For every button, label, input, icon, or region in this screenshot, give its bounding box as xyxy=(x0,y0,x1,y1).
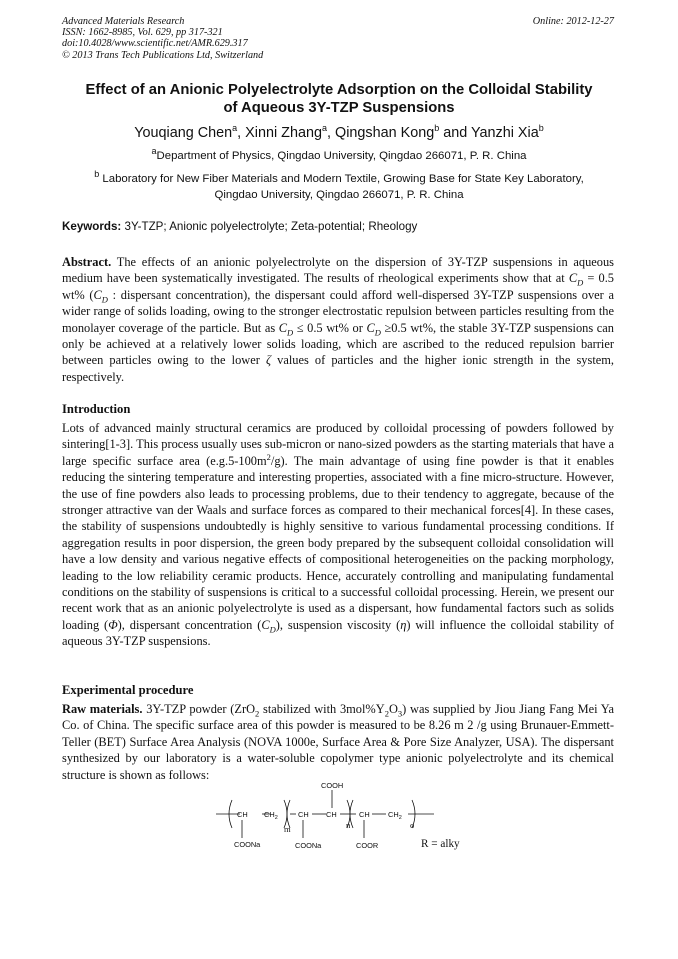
group-ch: CH xyxy=(326,810,337,819)
abstract-text: : dispersant concentration), the dispersant could afford well-dispersed 3Y-TZP suspensions over a wider range of solids loading, owing to the stronger electrostatic repulsion between particles resulting from the monolayer coverage of the particle. But as xyxy=(62,287,614,335)
abstract-text: = 0.5 wt% ( xyxy=(62,271,614,302)
keywords xyxy=(62,220,614,233)
repeat-index-n: n xyxy=(346,820,351,830)
superscript: 2 xyxy=(266,451,271,462)
subscript: 2 xyxy=(384,708,389,719)
author-name: Xinni Zhang xyxy=(245,125,322,141)
copyright: © 2013 Trans Tech Publications Ltd, Switzerland xyxy=(62,49,264,61)
group-coor: COOR xyxy=(356,841,379,850)
author-list: Youqiang Chen$^a$, Xinni Zhang$^a$, Qingshan Kong$^b$ and Yanzhi Xia$^b$ xyxy=(134,123,544,141)
author-conjunction: and xyxy=(443,125,468,141)
symbol-zeta: ζ xyxy=(265,353,271,368)
affiliation-mark: a xyxy=(151,146,157,157)
exp-text: 3Y-TZP powder (ZrO xyxy=(146,702,256,716)
journal-name: Advanced Materials Research xyxy=(62,16,185,27)
intro-text: ) will influence the colloidal stability of aqueous 3Y-TZP suspensions. xyxy=(62,617,615,649)
group-ch2: $CH_2$ xyxy=(388,810,402,821)
group-ch: CH xyxy=(359,810,370,819)
subscript: 3 xyxy=(397,708,403,719)
author-name: Qingshan Kong xyxy=(335,125,435,141)
symbol-d: D xyxy=(101,294,108,305)
section-heading-introduction: Introduction xyxy=(62,402,131,416)
title-line-1: Effect of an Anionic Polyelectrolyte Adsorption on the Colloidal Stability xyxy=(85,82,593,98)
intro-text: Lots of advanced mainly structural ceramics are produced by colloidal processing of powders followed by sintering[1-3]. This process usually uses sub-micron or nano-sized powders as the starting materials that have a large specific surface area (e.g.5-100m xyxy=(62,421,614,468)
introduction-paragraph xyxy=(62,420,614,650)
repeat-index-m: m xyxy=(284,824,291,834)
intro-text: ), suspension viscosity ( xyxy=(275,617,401,632)
online-date: Online: 2012-12-27 xyxy=(532,16,614,27)
symbol-c: C xyxy=(568,271,578,286)
symbol-phi: Φ xyxy=(108,617,118,632)
abstract xyxy=(62,254,614,385)
keywords-label: Keywords: xyxy=(62,220,122,233)
exp-text: O xyxy=(388,702,398,716)
symbol-d: D xyxy=(269,624,276,635)
symbol-d: D xyxy=(577,277,584,288)
section-heading-experimental: Experimental procedure xyxy=(62,683,194,697)
abstract-text: The effects of an anionic polyelectrolyte on the dispersion of 3Y-TZP suspensions in aqueous medium have been systematically investigated. The results of rheological experiments show that at xyxy=(62,255,614,286)
paper-title xyxy=(48,82,630,117)
symbol-eta: η xyxy=(400,617,407,632)
doi: doi:10.4028/www.scientific.net/AMR.629.317 xyxy=(62,38,248,50)
experimental-paragraph xyxy=(62,701,614,783)
symbol-d: D xyxy=(374,327,381,338)
group-coona: COONa xyxy=(295,841,322,850)
abstract-text: values of particles and the higher ionic strength in the system, respectively. xyxy=(62,353,615,384)
author-name: Yanzhi Xia xyxy=(471,125,539,141)
structure-r-note: R = alky xyxy=(421,838,460,850)
issn: ISSN: 1662-8985, Vol. 629, pp 317-321 xyxy=(62,27,223,39)
subscript: 2 xyxy=(255,708,260,719)
abstract-text: ≤ 0.5 wt% or xyxy=(296,320,363,335)
group-coona: COONa xyxy=(234,840,261,849)
journal-metadata xyxy=(62,16,263,61)
keywords-text: 3Y-TZP; Anionic polyelectrolyte; Zeta-potential; Rheology xyxy=(124,220,418,233)
affiliation-text: Department of Physics, Qingdao University, Qingdao 266071, P. R. China xyxy=(156,150,527,162)
author-affiliation-mark: a xyxy=(321,123,327,134)
abstract-label: Abstract. xyxy=(62,255,112,269)
symbol-c: C xyxy=(366,320,375,335)
affiliation-text: Qingdao University, Qingdao 266071, P. R. China xyxy=(214,188,464,201)
author-affiliation-mark: b xyxy=(434,123,440,134)
intro-text: /g). The main advantage of using fine powder is that it enables reducing the sintering temperature and interesting properties, associated with a fine micro-structure. However, the use of fine powders also leads to processing problems, due to their tendency to aggregate, because of the stronger attractive van der Waals and surface forces as compared to their mechanical forces[4]. In these cases, the stability of suspensions undoubtedly is highly sensitive to various fundamental processing conditions. If aggregation results in poor dispersion, the green body prepared by the subsequent colloidal consolidation will have a low density and various negative effects of compositional heterogeneities on the packing morphology, leading to the low reliability ceramic products. Hence, accurately controlling and manipulating fundamental conditions on the stability of suspensions is critical to a successful colloidal processing. Herein, we present our recent work that as an anionic polyelectrolyte is used as a dispersant, how fundamental factors such as solids loading ( xyxy=(62,453,614,632)
symbol-c: C xyxy=(93,287,102,302)
exp-text: ) was supplied by Jiou Jiang Fang Mei Ya Co. of China. The specific surface area of this powder is measured to be 8.26 m 2 /g using Brunauer-Emmett-Teller (BET) Surface Area Analysis (NOVA 1000e, Surface Area & Pore Size Analyzer, USA). The dispersant synthesized by our laboratory is a water-soluble copolymer type anionic polyelectrolyte and its chemical structure is shown as follows: xyxy=(62,702,614,782)
repeat-index-o: o xyxy=(410,820,415,830)
symbol-d: D xyxy=(287,327,294,338)
author-affiliation-mark: a xyxy=(232,123,238,134)
abstract-text: ≥0.5 wt%, the stable 3Y-TZP suspensions can only be achieved at a relatively lower solids loading, which are ascribed to the reduced repulsion barrier between particles owing to the lower xyxy=(62,320,614,368)
author-name: Youqiang Chen xyxy=(134,125,233,141)
affiliation-b xyxy=(48,169,630,203)
group-ch: CH xyxy=(298,810,309,819)
author-affiliation-mark: b xyxy=(538,123,544,134)
title-line-2: of Aqueous 3Y-TZP Suspensions xyxy=(223,99,455,116)
affiliation-mark: b xyxy=(94,169,100,180)
group-cooh: COOH xyxy=(321,782,344,790)
intro-text: ), dispersant concentration ( xyxy=(117,617,262,632)
symbol-c: C xyxy=(278,320,288,335)
subsection-label: Raw materials. xyxy=(62,702,143,716)
affiliation-a xyxy=(48,146,630,165)
symbol-c: C xyxy=(261,617,270,632)
affiliation-text: Laboratory for New Fiber Materials and Modern Textile, Growing Base for State Key Laboratory, xyxy=(102,173,584,185)
exp-text: stabilized with 3mol%Y xyxy=(263,702,385,716)
group-ch: CH xyxy=(237,810,248,819)
group-ch2: $CH_2$ xyxy=(264,810,278,821)
